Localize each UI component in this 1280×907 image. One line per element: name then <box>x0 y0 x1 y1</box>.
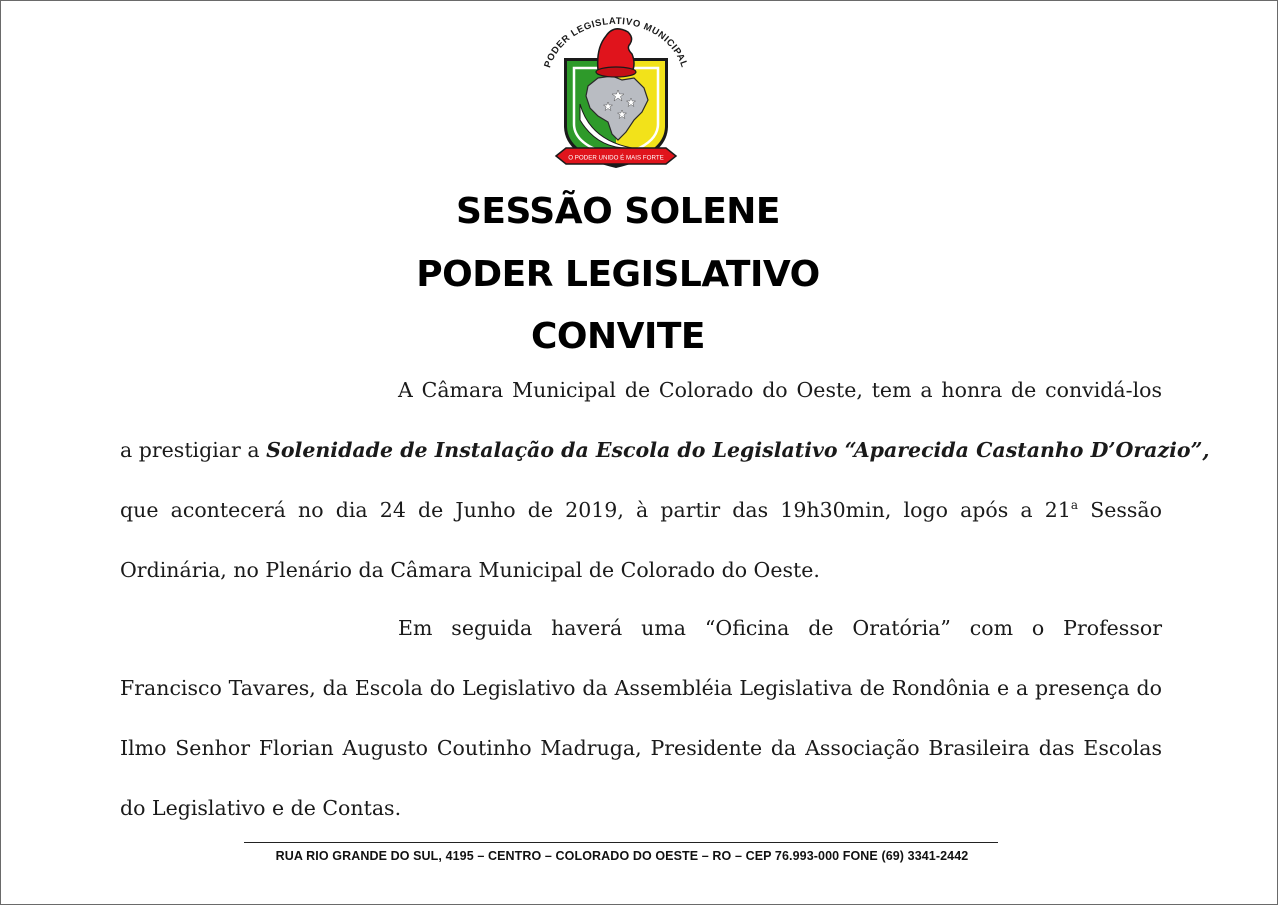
title-convite: CONVITE <box>530 316 706 357</box>
para2-line2-text: Francisco Tavares, da Escola do Legislativo da Assembléia Legislativa de Rondônia e a presença do <box>120 676 1162 700</box>
para2-line3-text: Ilmo Senhor Florian Augusto Coutinho Madruga, Presidente da Associação Brasileira das Escolas <box>120 736 1162 760</box>
para1-line3-tail: Sessão <box>1078 498 1162 522</box>
footer-divider <box>244 842 998 843</box>
para1-line1-text: A Câmara Municipal de Colorado do Oeste, tem a honra de convidá-los <box>398 378 1162 402</box>
event-name-emphasis: Solenidade de Instalação da Escola do Legislativo “Aparecida Castanho D’Orazio” <box>266 438 1203 462</box>
para2-line3 <box>120 718 1162 778</box>
para2-line4 <box>120 778 1162 838</box>
paragraph-invitation <box>120 360 1210 600</box>
event-name-comma: , <box>1202 438 1210 462</box>
para1-line2 <box>120 420 1210 480</box>
para2-line2 <box>120 658 1162 718</box>
para2-line1 <box>120 598 1162 658</box>
emblem-ribbon-text: O PODER UNIDO É MAIS FORTE <box>568 154 664 162</box>
para1-line4 <box>120 540 1162 600</box>
para2-line1-text: Em seguida haverá uma “Oficina de Oratória” com o Professor <box>398 616 1162 640</box>
legislative-emblem <box>536 8 696 184</box>
ordinal-sup: a <box>1070 498 1079 512</box>
para1-line1 <box>120 360 1162 420</box>
para1-line3-text: que acontecerá no dia 24 de Junho de 2019, à partir das 19h30min, logo após a 21 <box>120 498 1071 522</box>
phrygian-cap-icon <box>598 29 634 72</box>
para2-line4-text: do Legislativo e de Contas. <box>120 796 402 820</box>
emblem-svg <box>536 8 696 184</box>
footer-address: RUA RIO GRANDE DO SUL, 4195 – CENTRO – COLORADO DO OESTE – RO – CEP 76.993-000 FONE (69) 3341-2442 <box>275 849 969 863</box>
title-poder-legislativo: PODER LEGISLATIVO <box>416 254 820 295</box>
emblem-arc-text: PODER LEGISLATIVO MUNICIPAL <box>542 15 690 70</box>
paragraph-workshop <box>120 598 1162 838</box>
para1-line4-text: Ordinária, no Plenário da Câmara Municipal de Colorado do Oeste. <box>120 558 820 582</box>
para1-line3 <box>120 480 1162 540</box>
title-sessao-solene: SESSÃO SOLENE <box>455 191 781 232</box>
para1-line2-lead: a prestigiar a <box>120 438 267 462</box>
